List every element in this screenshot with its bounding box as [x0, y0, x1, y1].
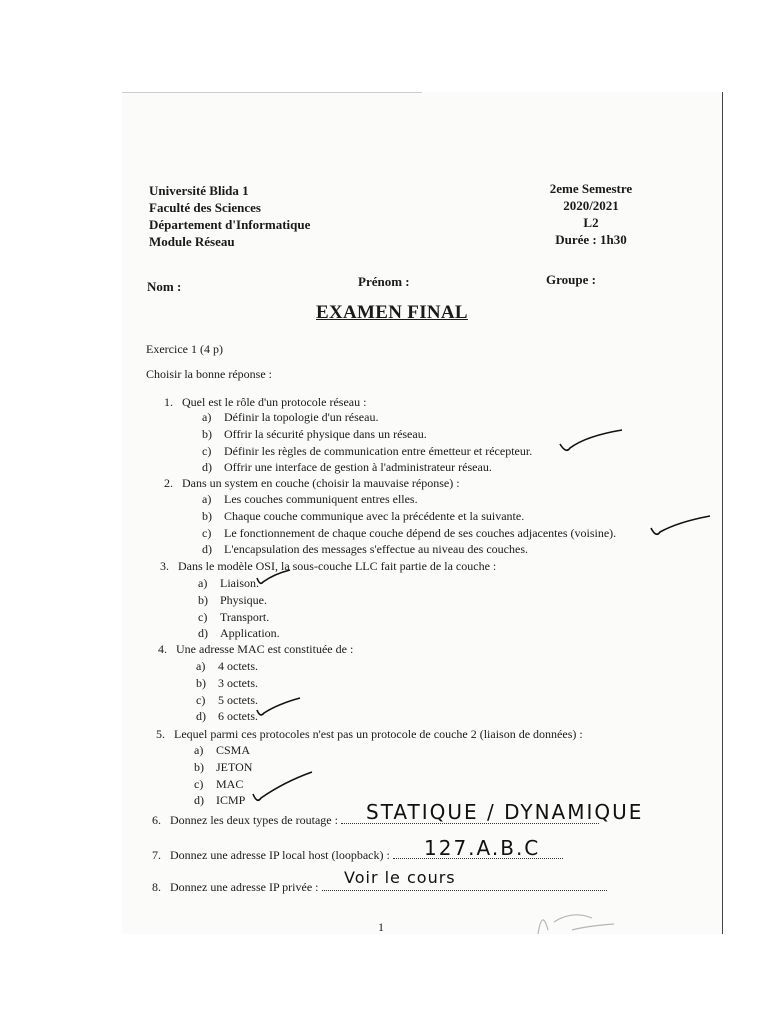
option-item: d) 6 octets.: [196, 709, 258, 724]
question-3: 3. Dans le modèle OSI, la sous-couche LLC fait partie de la couche :: [160, 559, 497, 573]
question-2: 2. Dans un system en couche (choisir la mauvaise réponse) :: [164, 476, 460, 490]
institution-block: [149, 182, 310, 250]
name-label: Nom :: [147, 279, 182, 294]
checkmark-icon: [254, 696, 304, 722]
option-item: a) Liaison.: [198, 576, 259, 590]
exam-info-block: [536, 180, 646, 248]
faculty-name: Faculté des Sciences: [149, 200, 261, 215]
exercise-instruction: Choisir la bonne réponse :: [146, 367, 272, 381]
question-1: 1. Quel est le rôle d'un protocole réseau :: [164, 395, 367, 409]
option-item: d) L'encapsulation des messages s'effectue au niveau des couches.: [202, 542, 528, 557]
question-4-options: [196, 658, 258, 725]
option-item: a) Les couches communiquent entres elles.: [202, 492, 418, 506]
option-item: b) 3 octets.: [196, 675, 258, 690]
question-text: Donnez une adresse IP local host (loopback) :: [170, 848, 390, 862]
department-name: Département d'Informatique: [149, 217, 311, 232]
question-4: 4. Une adresse MAC est constituée de :: [158, 642, 354, 656]
academic-year: 2020/2021: [563, 198, 619, 213]
checkmark-icon: [648, 514, 714, 542]
option-item: c) Transport.: [198, 609, 270, 624]
university-name: Université Blida 1: [149, 183, 249, 198]
question-1-options: [202, 409, 532, 476]
checkmark-icon: [254, 568, 294, 590]
exercise-title: Exercice 1 (4 p): [146, 342, 223, 356]
checkmark-icon: [556, 428, 626, 458]
question-text: Dans un system en couche (choisir la mauvaise réponse) :: [182, 476, 460, 490]
exam-title: EXAMEN FINAL: [316, 302, 468, 323]
option-item: d) ICMP: [194, 793, 246, 808]
question-text: Lequel parmi ces protocoles n'est pas un protocole de couche 2 (liaison de données) :: [174, 727, 583, 741]
option-item: d) Offrir une interface de gestion à l'administrateur réseau.: [202, 460, 492, 475]
question-2-options: [202, 491, 616, 558]
handwritten-answer-7: 127.A.B.C: [424, 836, 541, 860]
option-item: c) 5 octets.: [196, 692, 258, 707]
group-label: Groupe :: [546, 272, 596, 287]
option-item: d) Application.: [198, 626, 280, 641]
handwritten-answer-6: STATIQUE / DYNAMIQUE: [366, 800, 644, 824]
option-item: b) JETON: [194, 759, 253, 774]
option-item: b) Chaque couche communique avec la précédente et la suivante.: [202, 508, 525, 523]
semester: 2eme Semestre: [549, 181, 633, 196]
firstname-label: Prénom :: [358, 274, 410, 289]
option-item: c) MAC: [194, 776, 244, 791]
question-5: 5. Lequel parmi ces protocoles n'est pas un protocole de couche 2 (liaison de données) :: [156, 727, 583, 741]
question-text: Donnez les deux types de routage :: [170, 813, 338, 827]
checkmark-icon: [250, 770, 316, 806]
option-item: c) Le fonctionnement de chaque couche dépend de ses couches adjacentes (voisine).: [202, 525, 617, 540]
option-item: a) 4 octets.: [196, 659, 258, 673]
question-5-options: [194, 742, 252, 809]
option-item: a) CSMA: [194, 743, 251, 757]
level: L2: [583, 215, 599, 230]
handwritten-answer-8: Voir le cours: [344, 868, 456, 887]
duration: Durée : 1h30: [555, 232, 627, 247]
faint-stamp-mark: [532, 900, 622, 940]
option-item: c) Définir les règles de communication entre émetteur et récepteur.: [202, 443, 533, 458]
option-item: b) Physique.: [198, 592, 268, 607]
module-name: Module Réseau: [149, 234, 235, 249]
option-item: a) Définir la topologie d'un réseau.: [202, 410, 379, 424]
scan-edge: [122, 92, 422, 93]
question-text: Quel est le rôle d'un protocole réseau :: [182, 395, 367, 409]
question-6: 6. Donnez les deux types de routage :: [152, 811, 599, 828]
question-text: Une adresse MAC est constituée de :: [176, 642, 354, 656]
question-7: 7. Donnez une adresse IP local host (loopback) :: [152, 846, 563, 863]
question-8: 8. Donnez une adresse IP privée :: [152, 878, 607, 895]
question-text: Dans le modèle OSI, la sous-couche LLC fait partie de la couche :: [178, 559, 497, 573]
page-number: 1: [378, 920, 384, 934]
option-item: b) Offrir la sécurité physique dans un réseau.: [202, 426, 427, 441]
question-text: Donnez une adresse IP privée :: [170, 880, 319, 894]
